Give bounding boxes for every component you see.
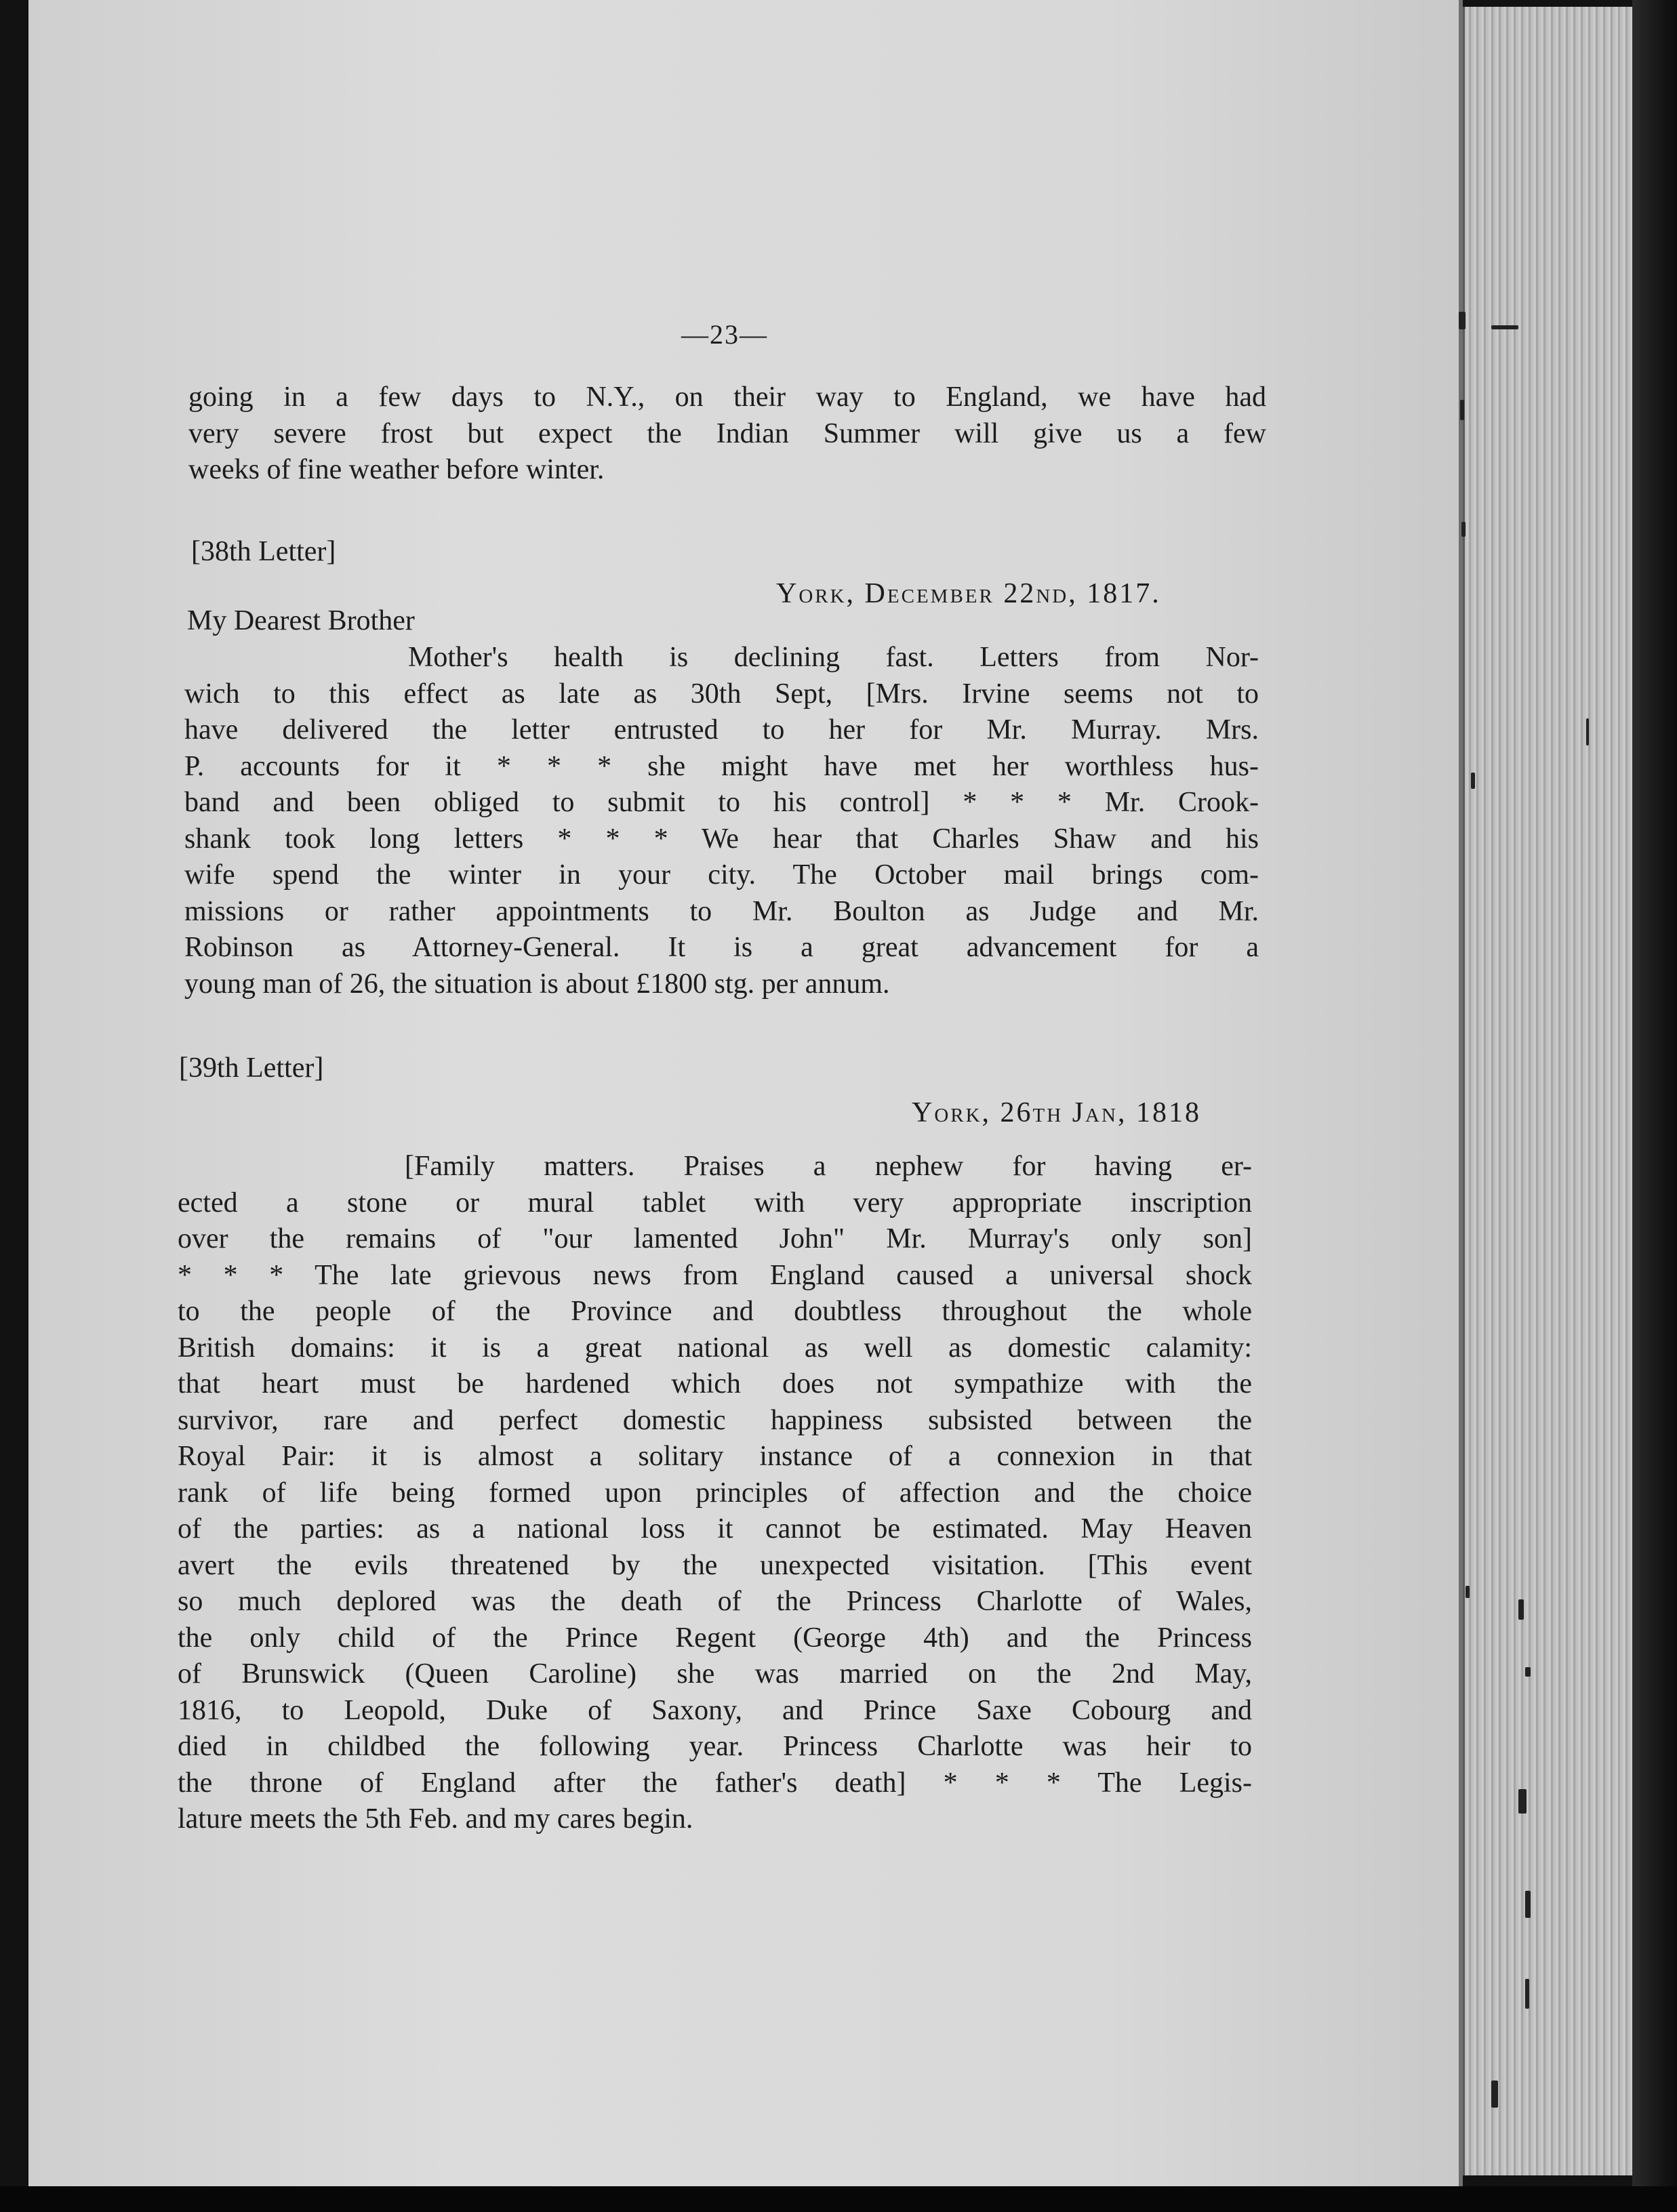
text-line: P. accounts for it * * * she might have met her worthless hus- [184,750,1259,782]
text-line: of the parties: as a national loss it cannot be estimated. May Heaven [178,1513,1252,1544]
text-line: going in a few days to N.Y., on their way to England, we have had [188,382,1266,413]
text-line: the only child of the Prince Regent (George 4th) and the Princess [178,1622,1252,1654]
text-line: band and been obliged to submit to his control] * * * Mr. Crook- [184,787,1259,818]
text-line: wich to this effect as late as 30th Sept, [Mrs. Irvine seems not to [184,678,1259,710]
letter-38-label: [38th Letter] [191,536,336,567]
letter-38-salutation: My Dearest Brother [187,605,415,636]
letter-39-label: [39th Letter] [179,1052,324,1084]
text-line: [Family matters. Praises a nephew for having er- [405,1151,1252,1182]
text-line: Royal Pair: it is almost a solitary instance of a connexion in that [178,1441,1252,1472]
text-line: the throne of England after the father's death] * * * The Legis- [178,1767,1252,1799]
text-line: British domains: it is a great national as well as domestic calamity: [178,1332,1252,1364]
text-line: missions or rather appointments to Mr. Boulton as Judge and Mr. [184,895,1259,927]
paragraph-continuation [188,380,1266,489]
text-line: young man of 26, the situation is about £1800 stg. per annum. [184,968,890,1000]
letter-38-body [184,640,1259,1002]
text-line: 1816, to Leopold, Duke of Saxony, and Prince Saxe Cobourg and [178,1694,1252,1726]
text-line: that heart must be hardened which does not sympathize with the [178,1368,1252,1399]
text-line: very severe frost but expect the Indian Summer will give us a few [188,417,1266,449]
text-line: shank took long letters * * * We hear that Charles Shaw and his [184,823,1259,855]
text-line: over the remains of "our lamented John" Mr. Murray's only son] [178,1223,1252,1254]
page-number: —23— [681,319,768,350]
text-line: rank of life being formed upon principles of affection and the choice [178,1477,1252,1509]
letter-38-dateline: York, December 22nd, 1817. [776,578,1161,609]
text-line: * * * The late grievous news from England caused a universal shock [178,1259,1252,1291]
letter-39-dateline: York, 26th Jan, 1818 [912,1097,1201,1128]
letter-39-body [178,1149,1252,1838]
text-line: weeks of fine weather before winter. [188,454,605,485]
text-line: died in childbed the following year. Princess Charlotte was heir to [178,1731,1252,1762]
text-line: lature meets the 5th Feb. and my cares begin. [178,1803,693,1835]
text-line: so much deplored was the death of the Princess Charlotte of Wales, [178,1586,1252,1617]
text-line: wife spend the winter in your city. The October mail brings com- [184,859,1259,890]
text-line: ected a stone or mural tablet with very appropriate inscription [178,1187,1252,1218]
text-line: Mother's health is declining fast. Letters from Nor- [408,642,1259,673]
scan-bottom-edge [0,2186,1677,2212]
binding-shadow [1632,0,1677,2212]
text-line: of Brunswick (Queen Caroline) she was married on the 2nd May, [178,1658,1252,1689]
text-line: have delivered the letter entrusted to her for Mr. Murray. Mrs. [184,714,1259,745]
text-line: Robinson as Attorney-General. It is a great advancement for a [184,932,1259,963]
bleed-through-marks [1451,298,1607,2142]
text-line: survivor, rare and perfect domestic happiness subsisted between the [178,1404,1252,1436]
text-line: avert the evils threatened by the unexpected visitation. [This event [178,1549,1252,1581]
text-line: to the people of the Province and doubtless throughout the whole [178,1296,1252,1327]
